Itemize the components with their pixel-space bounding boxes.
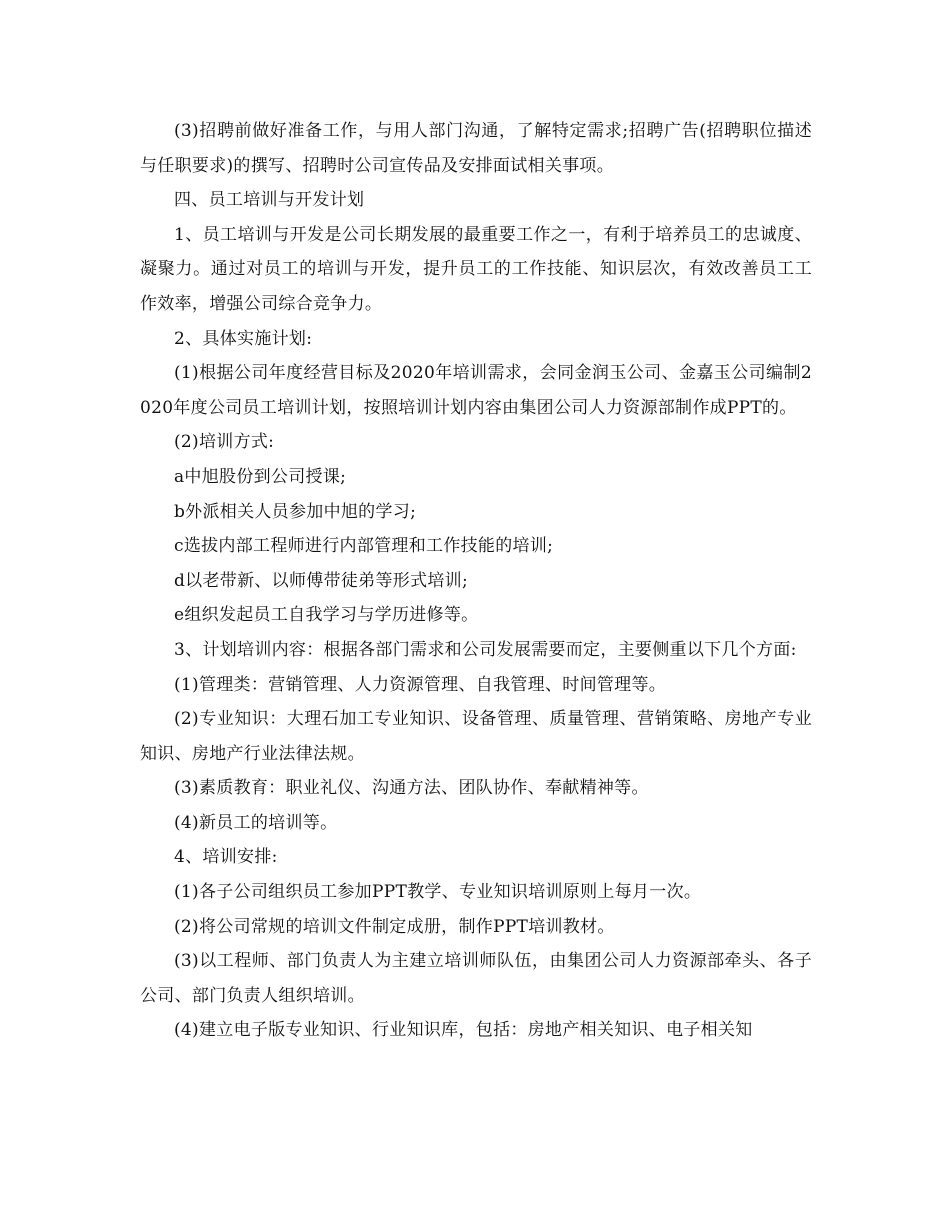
list-item-method-a: a中旭股份到公司授课; — [174, 466, 347, 487]
paragraph-content-professional: (2)专业知识：大理石加工专业知识、设备管理、质量管理、营销策略、房地产专业知识、房地产行业法律法规。 — [140, 709, 812, 764]
list-item-method-c: c选拔内部工程师进行内部管理和工作技能的培训; — [174, 536, 554, 557]
section-heading-training: 四、员工培训与开发计划 — [174, 190, 365, 211]
paragraph-training-importance: 1、员工培训与开发是公司长期发展的最重要工作之一，有利于培养员工的忠诚度、凝聚力。通过对员工的培训与开发，提升员工的工作技能、知识层次，有效改善员工工作效率，增强公司综合竞争力。 — [140, 224, 812, 314]
paragraph-implementation-plan: 2、具体实施计划: — [174, 328, 313, 349]
list-item-method-b: b外派相关人员参加中旭的学习; — [174, 501, 417, 522]
paragraph-schedule-1: (1)各子公司组织员工参加PPT教学、专业知识培训原则上每月一次。 — [174, 882, 702, 903]
list-item-method-e: e组织发起员工自我学习与学历进修等。 — [174, 605, 479, 626]
paragraph-schedule-4: (4)建立电子版专业知识、行业知识库，包括：房地产相关知识、电子相关知 — [174, 1020, 753, 1041]
paragraph-training-content: 3、计划培训内容：根据各部门需求和公司发展需要而定，主要侧重以下几个方面: — [174, 639, 797, 660]
paragraph-content-management: (1)管理类：营销管理、人力资源管理、自我管理、时间管理等。 — [174, 674, 667, 695]
list-item-method-d: d以老带新、以师傅带徒弟等形式培训; — [174, 570, 469, 591]
paragraph-plan-item-1: (1)根据公司年度经营目标及2020年培训需求，会同金润玉公司、金嘉玉公司编制2020年度公司员工培训计划，按照培训计划内容由集团公司人力资源部制作成PPT的。 — [140, 363, 812, 418]
paragraph-recruit-prep: (3)招聘前做好准备工作，与用人部门沟通，了解特定需求;招聘广告(招聘职位描述与任职要求)的撰写、招聘时公司宣传品及安排面试相关事项。 — [140, 121, 812, 176]
paragraph-schedule-3: (3)以工程师、部门负责人为主建立培训师队伍，由集团公司人力资源部牵头、各子公司、部门负责人组织培训。 — [140, 951, 812, 1006]
paragraph-content-quality: (3)素质教育：职业礼仪、沟通方法、团队协作、奉献精神等。 — [174, 778, 649, 799]
paragraph-training-schedule: 4、培训安排: — [174, 847, 278, 868]
paragraph-training-methods: (2)培训方式: — [174, 432, 275, 453]
paragraph-content-new-staff: (4)新员工的培训等。 — [174, 812, 338, 833]
document-body — [140, 114, 812, 1048]
paragraph-schedule-2: (2)将公司常规的培训文件制定成册，制作PPT培训教材。 — [174, 916, 615, 937]
